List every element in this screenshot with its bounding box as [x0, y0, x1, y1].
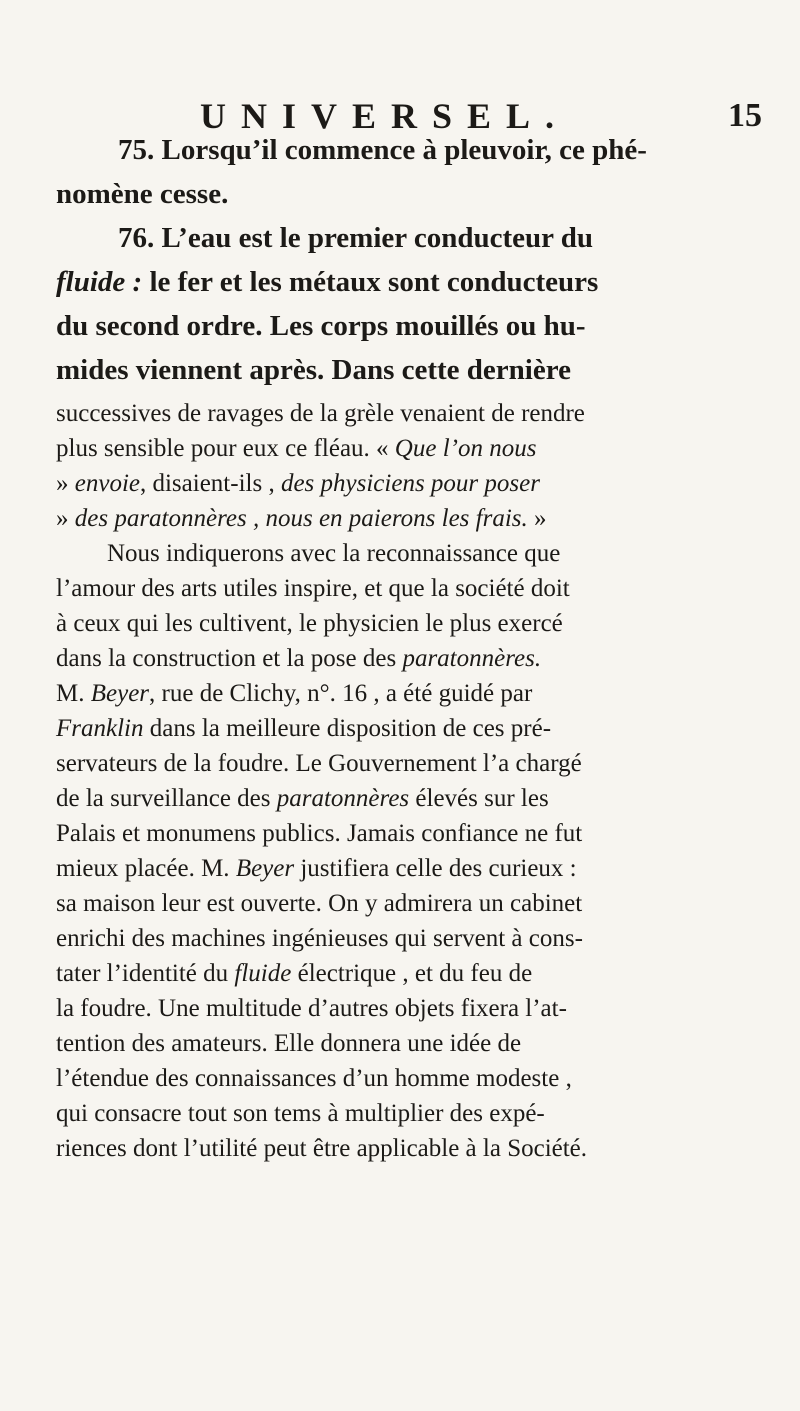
text-span: mieux placée. M.: [56, 855, 236, 882]
text-line: Palais et monumens publics. Jamais confiance ne fut: [56, 820, 583, 847]
text-line: l’amour des arts utiles inspire, et que la société doit: [56, 575, 570, 602]
running-title: UNIVERSEL.: [200, 96, 570, 136]
quote-mark: »: [56, 470, 75, 497]
text-line: Nous indiquerons avec la reconnaissance que: [107, 540, 561, 567]
lower-text-block: [56, 396, 748, 1166]
text-line: sa maison leur est ouverte. On y admirera un cabinet: [56, 890, 583, 917]
text-line: [56, 781, 748, 816]
text-line: [56, 676, 748, 711]
text-line: la foudre. Une multitude d’autres objets fixera l’at-: [56, 995, 567, 1022]
text-span: dans la meilleure disposition de ces pré-: [143, 715, 552, 742]
text-line: successives de ravages de la grèle venaient de rendre: [56, 400, 585, 427]
text-line: du second ordre. Les corps mouillés ou hu-: [56, 310, 586, 342]
page-number: 15: [728, 97, 762, 134]
text-line: 75. Lorsqu’il commence à pleuvoir, ce phé-: [118, 134, 647, 166]
italic-quote: envoie: [74, 470, 140, 497]
italic-name: Franklin: [56, 715, 144, 742]
text-span: , rue de Clichy, n°. 16 , a été guidé par: [149, 680, 533, 707]
quote-mark: »: [56, 505, 75, 532]
text-line: [56, 431, 748, 466]
text-line: 76. L’eau est le premier conducteur du: [118, 222, 594, 254]
text-span: , disaient-ils ,: [139, 470, 281, 497]
italic-name: Beyer: [90, 680, 150, 707]
text-line: à ceux qui les cultivent, le physicien le plus exercé: [56, 610, 563, 637]
paragraph-76: [56, 216, 746, 392]
text-line: riences dont l’utilité peut être applicable à la Société.: [56, 1135, 588, 1162]
text-span: élevés sur les: [409, 785, 549, 812]
text-span: M.: [56, 680, 91, 707]
paragraph-75: [56, 128, 746, 216]
italic-term: paratonnères: [276, 785, 410, 812]
text-line: mides viennent après. Dans cette dernière: [56, 354, 571, 386]
text-span: tater l’identité du: [56, 960, 235, 987]
text-span: de la surveillance des: [56, 785, 277, 812]
quote-mark: »: [527, 505, 547, 532]
text-line: tention des amateurs. Elle donnera une idée de: [56, 1030, 522, 1057]
text-line: [56, 260, 746, 304]
text-span: plus sensible pour eux ce fléau. «: [56, 435, 395, 462]
text-line: servateurs de la foudre. Le Gouvernement l’a chargé: [56, 750, 582, 777]
text-line: l’étendue des connaissances d’un homme modeste ,: [56, 1065, 572, 1092]
italic-quote: des paratonnères , nous en paierons les frais.: [74, 505, 528, 532]
text-span: justifiera celle des curieux :: [294, 855, 577, 882]
italic-quote: Que l’on nous: [394, 435, 537, 462]
upper-text-block: [56, 128, 746, 392]
text-span: électrique , et du feu de: [291, 960, 533, 987]
text-span: le fer et les métaux sont conducteurs: [142, 266, 599, 298]
text-line: nomène cesse.: [56, 178, 229, 210]
text-span: dans la construction et la pose des: [56, 645, 403, 672]
text-line: qui consacre tout son tems à multiplier des expé-: [56, 1100, 545, 1127]
italic-term: paratonnères.: [402, 645, 542, 672]
text-line: [56, 641, 748, 676]
italic-term: fluide :: [56, 266, 143, 298]
text-line: [56, 501, 748, 536]
text-line: [56, 851, 748, 886]
text-line: [56, 711, 748, 746]
text-line: enrichi des machines ingénieuses qui servent à cons-: [56, 925, 583, 952]
italic-term: fluide: [234, 960, 292, 987]
italic-quote: des physiciens pour poser: [280, 470, 540, 497]
italic-name: Beyer: [235, 855, 295, 882]
text-line: [56, 956, 748, 991]
text-line: [56, 466, 748, 501]
